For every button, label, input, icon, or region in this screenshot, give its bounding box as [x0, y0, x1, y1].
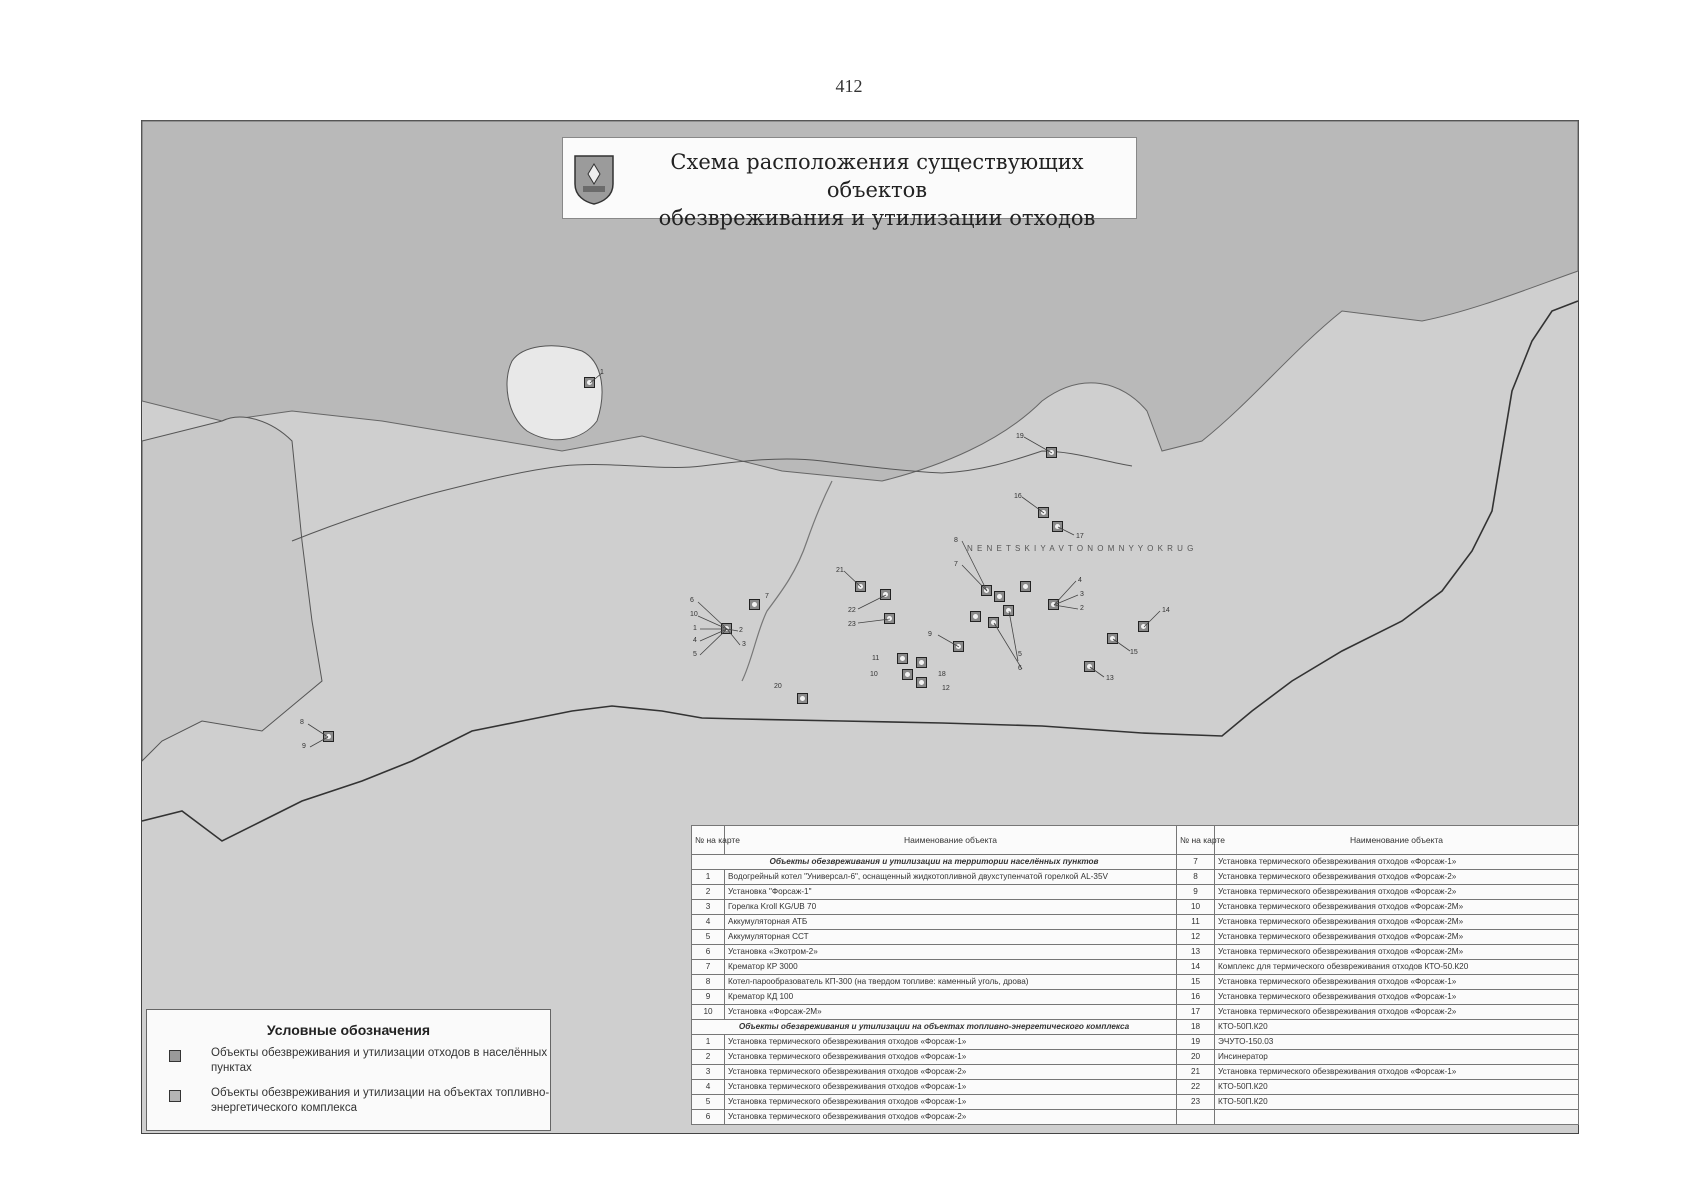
marker-label: 7 [765, 593, 769, 600]
marker-label: 22 [848, 607, 856, 614]
map-marker[interactable] [1052, 521, 1063, 532]
map-marker[interactable] [1107, 633, 1118, 644]
map-marker[interactable] [323, 731, 334, 742]
marker-label: 2 [1080, 605, 1084, 612]
legend-item-text: Объекты обезвреживания и утилизации отходов в населённых пунктах [211, 1047, 548, 1074]
table-row: 8 Котел-парообразователь КП-300 (на твердом топливе: каменный уголь, дрова) 15 Установка термического обезвреживания отходов «Форсаж-1» [692, 975, 1579, 990]
island-kolguev [507, 346, 602, 440]
map-marker[interactable] [1003, 605, 1014, 616]
map-marker[interactable] [970, 611, 981, 622]
marker-label: 11 [872, 655, 880, 662]
marker-label: 6 [1018, 665, 1022, 672]
table-row: 9 Крематор КД 100 16 Установка термического обезвреживания отходов «Форсаж-1» [692, 990, 1579, 1005]
marker-label: 3 [742, 641, 746, 648]
map-marker[interactable] [1084, 661, 1095, 672]
table-row: Объекты обезвреживания и утилизации на объектах топливно-энергетического комплекса 18 КТО-50П.К20 [692, 1020, 1579, 1035]
marker-label: 5 [1018, 651, 1022, 658]
map-marker[interactable] [902, 669, 913, 680]
table-row: 6 Установка термического обезвреживания отходов «Форсаж-2» [692, 1110, 1579, 1125]
map-marker[interactable] [897, 653, 908, 664]
map-marker[interactable] [721, 623, 732, 634]
table-row: 4 Установка термического обезвреживания отходов «Форсаж-1» 22 КТО-50П.К20 [692, 1080, 1579, 1095]
map-marker[interactable] [584, 377, 595, 388]
marker-label: 23 [848, 621, 856, 628]
marker-label: 4 [693, 637, 697, 644]
map-marker[interactable] [1020, 581, 1031, 592]
marker-label: 19 [1016, 433, 1024, 440]
table-row: 4 Аккумуляторная АТБ 11 Установка термического обезвреживания отходов «Форсаж-2М» [692, 915, 1579, 930]
marker-label: 16 [1014, 493, 1022, 500]
map-marker[interactable] [1038, 507, 1049, 518]
col-header-num: № на карте [1177, 826, 1215, 855]
map-title [627, 148, 1127, 232]
map-marker[interactable] [988, 617, 999, 628]
map-title-line1: Схема расположения существующих объектов [670, 150, 1084, 202]
marker-label: 1 [693, 625, 697, 632]
marker-label: 18 [938, 671, 946, 678]
marker-label: 3 [1080, 591, 1084, 598]
map-title-line2: обезвреживания и утилизации отходов [658, 206, 1096, 230]
map-marker[interactable] [953, 641, 964, 652]
map-marker[interactable] [1046, 447, 1057, 458]
table-row: Объекты обезвреживания и утилизации на территории населённых пунктов 7 Установка термического обезвреживания отходов «Форсаж-1» [692, 855, 1579, 870]
map-marker[interactable] [884, 613, 895, 624]
marker-label: 2 [739, 627, 743, 634]
table-row: 10 Установка «Форсаж-2М» 17 Установка термического обезвреживания отходов «Форсаж-2» [692, 1005, 1579, 1020]
table-row: 1 Водогрейный котел "Универсал-6", оснащенный жидкотопливной двухступенчатой горелкой AL-35V 8 Установка термического обезвреживания отходов «Форсаж-2» [692, 870, 1579, 885]
map-marker[interactable] [981, 585, 992, 596]
marker-label: 9 [302, 743, 306, 750]
map-marker[interactable] [916, 677, 927, 688]
marker-label: 7 [954, 561, 958, 568]
table-row: 2 Установка термического обезвреживания отходов «Форсаж-1» 20 Инсинератор [692, 1050, 1579, 1065]
col-header-name: Наименование объекта [725, 826, 1177, 855]
marker-label: 10 [690, 611, 698, 618]
map-frame[interactable] [141, 120, 1579, 1134]
marker-label: 8 [300, 719, 304, 726]
marker-label: 4 [1078, 577, 1082, 584]
map-marker[interactable] [880, 589, 891, 600]
marker-label: 8 [954, 537, 958, 544]
map-marker[interactable] [994, 591, 1005, 602]
marker-label: 13 [1106, 675, 1114, 682]
map-marker[interactable] [916, 657, 927, 668]
marker-label: 6 [690, 597, 694, 604]
section-title: Объекты обезвреживания и утилизации на объектах топливно-энергетического комплекса [692, 1020, 1177, 1035]
legend-title: Условные обозначения [266, 1022, 431, 1038]
marker-label: 21 [836, 567, 844, 574]
table-header-row [692, 826, 1579, 855]
table-row: 2 Установка "Форсаж-1" 9 Установка термического обезвреживания отходов «Форсаж-2» [692, 885, 1579, 900]
map-marker[interactable] [797, 693, 808, 704]
table-row: 3 Горелка Kroll KG/UB 70 10 Установка термического обезвреживания отходов «Форсаж-2М» [692, 900, 1579, 915]
section-title: Объекты обезвреживания и утилизации на территории населённых пунктов [692, 855, 1177, 870]
table-row: 5 Аккумуляторная ССТ 12 Установка термического обезвреживания отходов «Форсаж-2М» [692, 930, 1579, 945]
recycle-marker-icon [169, 1050, 181, 1062]
map-marker[interactable] [1138, 621, 1149, 632]
objects-table [691, 825, 1579, 1125]
marker-label: 17 [1076, 533, 1084, 540]
marker-label: 10 [870, 671, 878, 678]
map-legend [146, 1009, 551, 1131]
table-row: 6 Установка «Экотром-2» 13 Установка термического обезвреживания отходов «Форсаж-2М» [692, 945, 1579, 960]
marker-label: 15 [1130, 649, 1138, 656]
coat-of-arms-icon [571, 150, 617, 206]
col-header-name: Наименование объекта [1215, 826, 1579, 855]
map-marker[interactable] [749, 599, 760, 610]
legend-item-text: Объекты обезвреживания и утилизации на объектах топливно-энергетического комплекса [211, 1087, 550, 1114]
region-label: N E N E T S K I Y A V T O N O M N Y Y O K R U G [967, 544, 1195, 553]
marker-label: 12 [942, 685, 950, 692]
marker-label: 5 [693, 651, 697, 658]
marker-label: 9 [928, 631, 932, 638]
col-header-num: № на карте [692, 826, 725, 855]
table-row: 3 Установка термического обезвреживания отходов «Форсаж-2» 21 Установка термического обезвреживания отходов «Форсаж-1» [692, 1065, 1579, 1080]
table-row: 7 Крематор КР 3000 14 Комплекс для термического обезвреживания отходов КТО-50.К20 [692, 960, 1579, 975]
marker-label: 1 [600, 369, 604, 376]
table-row: 1 Установка термического обезвреживания отходов «Форсаж-1» 19 ЭЧУТО-150.03 [692, 1035, 1579, 1050]
page-number: 412 [835, 76, 863, 96]
marker-label: 14 [1162, 607, 1170, 614]
map-title-box [562, 137, 1137, 230]
recycle-marker-icon [169, 1090, 181, 1102]
marker-label: 20 [774, 683, 782, 690]
map-marker[interactable] [855, 581, 866, 592]
table-row: 5 Установка термического обезвреживания отходов «Форсаж-1» 23 КТО-50П.К20 [692, 1095, 1579, 1110]
map-marker[interactable] [1048, 599, 1059, 610]
